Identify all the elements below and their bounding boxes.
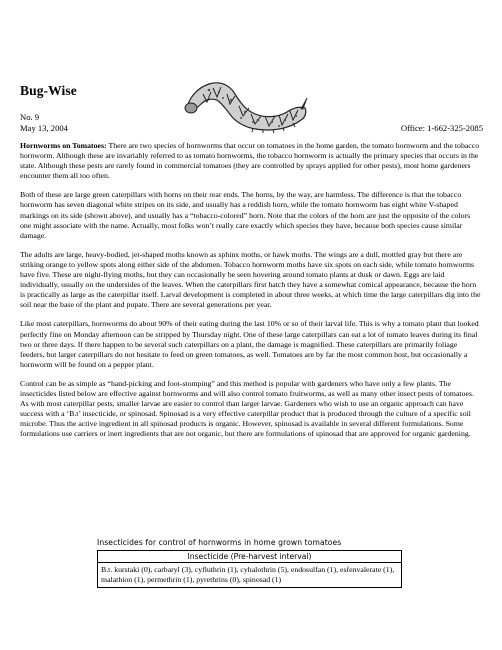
paragraph-text: Both of these are large green caterpillars with horns on their rear ends. The horns, by the way, are harmless. The difference is that the tobacco hornworm has seven diagonal white stripes on its side, and usually has a reddish horn, while the tomato hornworm has eight white V-shaped markings on its side (shown above), and usually has a “tobacco-colored” horn. Note that the colors of the horn are just the opposite of the colors one might associate with the name. Actually, most folks won’t really care exactly which species they have, because both species cause similar damage. — [20, 190, 471, 240]
paragraph-intro — [20, 141, 482, 181]
issue-date: May 13, 2004 — [20, 123, 68, 133]
article-body — [20, 141, 482, 448]
office-phone: Office: 1-662-325-2085 — [400, 123, 483, 133]
paragraph-identification — [20, 190, 482, 240]
paragraph-adults — [20, 250, 482, 311]
section-lead: Hornworms on Tomatoes: — [20, 141, 107, 150]
issue-meta — [20, 112, 68, 134]
issue-number: No. 9 — [20, 112, 40, 122]
paragraph-damage — [20, 319, 482, 369]
paragraph-text: Control can be as simple as “hand-picking and foot-stomping” and this method is popular with gardeners who have only a few plants. The insecticides listed below are effective against hornworms and will also control tomato fruitworms, as well as many other insect pests of tomatoes. As with most caterpillar pests, smaller larvae are easier to control than larger larvae. Gardeners who wish to use an organic approach can have success with a ‘B.t’ insecticide, or spinosad. Spinosad is a very effective caterpillar product that is produced through the culture of a specific soil microbe. Thus the active ingredient in all spinosad products is organic. However, spinosad is available in several different formulations. Some formulations use carriers or inert ingredients that are not organic, but there are formulations of spinosad that are approved for organic gardening. — [20, 378, 474, 439]
table-header-cell: Insecticide (Pre-harvest interval) — [98, 551, 402, 563]
table-caption: Insecticides for control of hornworms in home grown tomatoes — [97, 538, 342, 547]
paragraph-text: There are two species of hornworms that occur on tomatoes in the home garden, the tomato hornworm and the tobacco hornworm. Although these are invariably referred to as tomato hornworms, the tobacco hornworm is actually the primary species that occurs in the state. Although these pests are rarely found in commercial tomatoes (they are controlled by sprays applied for other pests), most home gardeners encounter them all too often. — [20, 141, 480, 181]
paragraph-control — [20, 379, 482, 440]
paragraph-text: Like most caterpillars, hornworms do about 90% of their eating during the last 10% or so of their larval life. This is why a tomato plant that looked perfectly fine on Monday afternoon can be stripped by Thursday night. One of these large caterpillars can eat a lot of tomato leaves during its final two or three days. If there happen to be several such caterpillars on a plant, the damage is magnified. These caterpillars are primarily foliage feeders, but larger caterpillars do not hesitate to feed on green tomatoes, as well. Tomatoes are by far the most common host, but occasionally a hornworm will be found on a pepper plant. — [20, 319, 479, 369]
paragraph-text: The adults are large, heavy-bodied, jet-shaped moths known as sphinx moths, or hawk moths. The wings are a dull, mottled gray but there are striking orange to yellow spots along either side of the abdomen. Tobacco hornworm moths have six spots on each side, while tomato hornworms have five. These are night-flying moths, but they can occasionally be seen hovering around tomato plants at dusk or dawn. Eggs are laid individually, usually on the undersides of the leaves. When the caterpillars first hatch they have a somewhat comical appearance, because the horn is practically as large as the caterpillar itself. Larval development is completed in about three weeks, at which time the large caterpillars dig into the soil near the base of the plant and pupate. There are several generations per year. — [20, 249, 481, 310]
newsletter-title: Bug-Wise — [20, 83, 77, 98]
table-row — [98, 563, 402, 588]
insecticide-table — [97, 550, 402, 588]
hornworm-illustration-icon — [183, 78, 309, 134]
table-header-row — [98, 551, 402, 563]
table-cell: B.t. kurstaki (0), carbaryl (3), cyfluthrin (1), cyhalothrin (5), endosulfan (1), esfenvalerate (1), malathion (1), permethrin (1), pyrethrins (0), spinosad (1) — [98, 563, 402, 588]
